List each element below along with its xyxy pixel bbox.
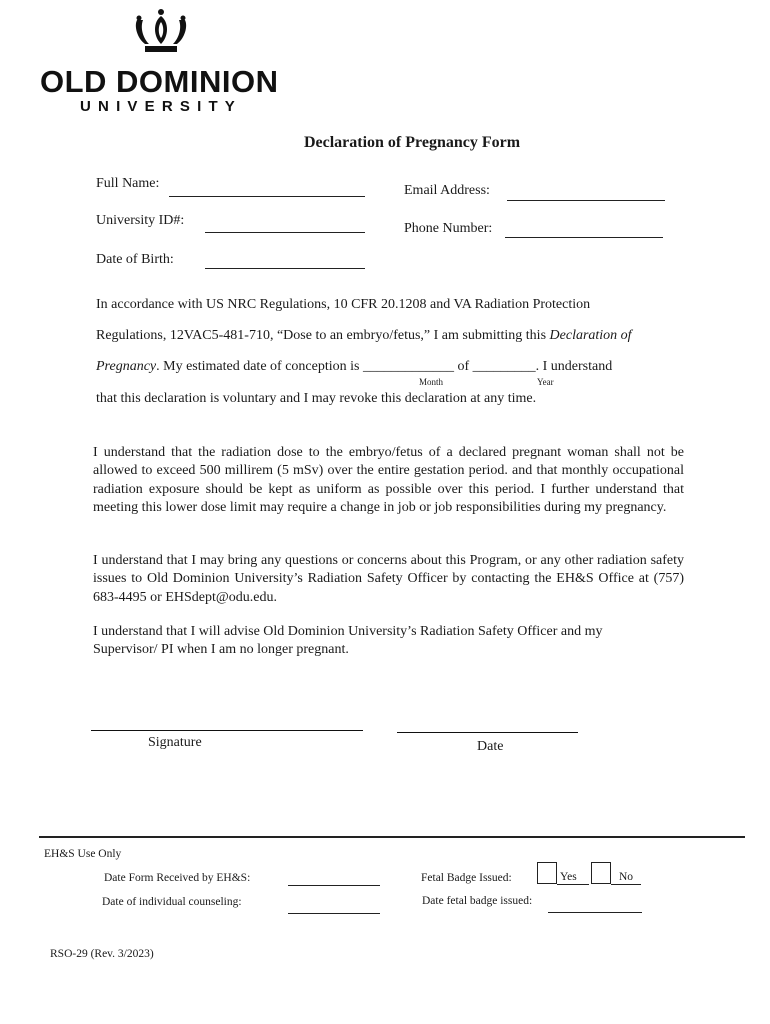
counseling-line[interactable] [288,913,380,914]
declaration-line-3-text: . My estimated date of conception is _____________ of _________. I understand [156,359,613,374]
dob-label: Date of Birth: [96,252,174,267]
phone-input-line[interactable] [505,237,663,238]
fetal-badge-label: Fetal Badge Issued: [421,872,512,884]
full-name-input-line[interactable] [169,196,365,197]
declaration-line-2 [96,328,632,344]
university-subtitle: UNIVERSITY [80,98,243,115]
advise-paragraph-line-2: Supervisor/ PI when I am no longer pregnant. [93,642,349,657]
no-underline [611,884,641,885]
yes-label: Yes [560,871,577,883]
signature-line[interactable] [91,730,363,731]
declaration-line-2-text: Regulations, 12VAC5-481-710, “Dose to an embryo/fetus,” I am submitting this [96,328,547,343]
contact-paragraph: I understand that I may bring any questions or concerns about this Program, or any other radiation safety issues to Old Dominion University’s Radiation Safety Officer by contacting the EH&S Office at (757) 683-4495 or EHSdept@odu.edu. [93,553,684,605]
phone-label: Phone Number: [404,221,493,236]
declaration-line-4: that this declaration is voluntary and I may revoke this declaration at any time. [96,391,537,406]
university-name: OLD DOMINION [40,64,279,99]
yes-underline [557,884,589,885]
month-caption: Month [419,377,444,387]
form-title: Declaration of Pregnancy Form [303,134,521,151]
full-name-label: Full Name: [96,176,160,191]
university-crown-logo [131,8,191,54]
declaration-line-2-italic: Declaration of [549,328,632,343]
declaration-line-1: In accordance with US NRC Regulations, 10 CFR 20.1208 and VA Radiation Protection [96,297,591,312]
counseling-label: Date of individual counseling: [102,896,242,908]
advise-paragraph-line-1: I understand that I will advise Old Dominion University’s Radiation Safety Officer and my [93,624,603,639]
date-received-label: Date Form Received by EH&S: [104,872,251,884]
date-label: Date [477,739,504,754]
date-received-line[interactable] [288,885,380,886]
year-caption: Year [537,377,554,387]
badge-date-line[interactable] [548,912,642,913]
dose-limit-paragraph: I understand that the radiation dose to the embryo/fetus of a declared pregnant woman shall not be allowed to exceed 500 millirem (5 mSv) over the entire gestation period. and that monthly occupational radiation exposure should be kept as uniform as possible over this period. I further understand that meeting this lower dose limit may require a change in job or job responsibilities during my pregnancy. [93,445,684,515]
signature-label: Signature [148,735,202,750]
no-checkbox[interactable] [591,862,611,884]
no-label: No [619,871,634,883]
university-id-label: University ID#: [96,213,185,228]
university-id-input-line[interactable] [205,232,365,233]
office-use-heading: EH&S Use Only [44,848,122,860]
form-code: RSO-29 (Rev. 3/2023) [50,948,154,960]
declaration-line-3 [96,359,612,375]
email-label: Email Address: [404,183,490,198]
office-use-divider [39,836,745,838]
declaration-line-3-italic: Pregnancy [96,359,157,374]
dob-input-line[interactable] [205,268,365,269]
badge-date-label: Date fetal badge issued: [422,895,533,907]
yes-checkbox[interactable] [537,862,557,884]
date-signed-line[interactable] [397,732,578,733]
email-input-line[interactable] [507,200,665,201]
